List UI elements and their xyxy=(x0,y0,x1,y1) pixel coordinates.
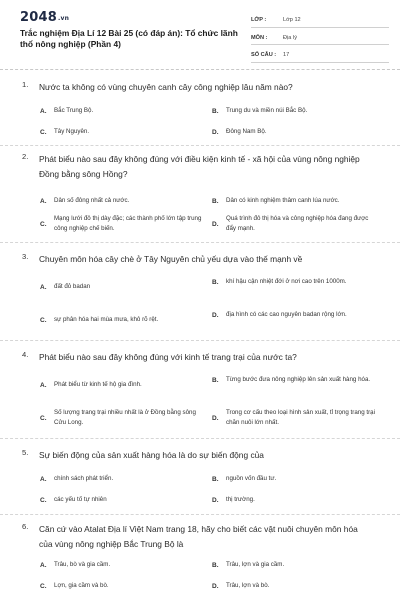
question-divider xyxy=(0,514,400,515)
question-text: Nước ta không có vùng chuyên canh cây công nghiệp lâu năm nào? xyxy=(39,82,293,92)
option-d[interactable]: D. địa hình có các cao nguyên badan rộng lớn. xyxy=(212,311,347,319)
option-c[interactable]: C. sự phân hóa hai mùa mưa, khô rõ rệt. xyxy=(40,316,159,324)
page-title: Trắc nghiệm Địa Lí 12 Bài 25 (có đáp án): Tổ chức lãnh thổ nông nghiệp (Phần 4) xyxy=(20,28,238,49)
question-divider xyxy=(0,242,400,243)
question-number: 6. xyxy=(22,522,29,531)
meta-label: MÔN : xyxy=(251,34,268,41)
question-divider xyxy=(0,145,400,146)
option-d[interactable]: D. Trong cơ cấu theo loại hình sản xuất, tỉ trọng trang trại chăn nuôi lớn nhất. xyxy=(212,409,375,426)
question-text: Chuyên môn hóa cây chè ở Tây Nguyên chủ yếu dựa vào thế mạnh về xyxy=(39,254,303,264)
option-a[interactable]: A. Bắc Trung Bộ. xyxy=(40,107,94,115)
question-number: 5. xyxy=(22,448,29,457)
option-c[interactable]: C. Mạng lưới đô thị dày đặc; các thành phố lớn tập trung công nghiệp chế biến. xyxy=(40,215,202,232)
meta-row-count xyxy=(251,49,389,63)
meta-row-class xyxy=(251,14,389,28)
option-a[interactable]: A. Dân số đông nhất cả nước. xyxy=(40,197,130,205)
question-number: 2. xyxy=(22,152,29,161)
question-divider xyxy=(0,340,400,341)
question-text: Căn cứ vào Atalat Địa lí Việt Nam trang 18, hãy cho biết các vật nuôi chuyên môn hóa của vùng nông nghiệp Bắc Trung Bộ là xyxy=(39,524,358,549)
question-text: Phát biểu nào sau đây không đúng với điều kiện kinh tế - xã hội của vùng nông nghiệp Đồng bằng sông Hồng? xyxy=(39,154,360,179)
option-d[interactable]: D. Đông Nam Bộ. xyxy=(212,128,267,136)
option-b[interactable]: B. Từng bước đưa nông nghiệp lên sản xuất hàng hóa. xyxy=(212,376,371,384)
option-a[interactable]: A. đất đỏ badan xyxy=(40,283,91,291)
question-number: 3. xyxy=(22,252,29,261)
question-number: 1. xyxy=(22,80,29,89)
option-b[interactable]: B. Trung du và miền núi Bắc Bộ. xyxy=(212,107,308,115)
question-text: Sự biến động của sản xuất hàng hóa là do sự biến động của xyxy=(39,450,264,460)
meta-value: Lớp 12 xyxy=(283,17,301,24)
option-a[interactable]: A. Trâu, bò và gia cầm. xyxy=(40,561,111,569)
question-number: 4. xyxy=(22,350,29,359)
page-header xyxy=(0,0,400,66)
option-b[interactable]: B. khí hậu cận nhiệt đới ở nơi cao trên 1000m. xyxy=(212,278,347,286)
option-c[interactable]: C. Tây Nguyên. xyxy=(40,128,90,136)
option-c[interactable]: C. Lợn, gia cầm và bò. xyxy=(40,582,109,590)
meta-row-subject xyxy=(251,32,389,46)
header-divider xyxy=(0,69,400,70)
question-text: Phát biểu nào sau đây không đúng với kinh tế trang trại của nước ta? xyxy=(39,352,297,362)
option-b[interactable]: B. Trâu, lợn và gia cầm. xyxy=(212,561,285,569)
option-c[interactable]: C. Số lượng trang trại nhiều nhất là ở Đồng bằng sông Cửu Long. xyxy=(40,409,196,426)
option-c[interactable]: C. các yếu tố tự nhiên xyxy=(40,496,107,504)
option-a[interactable]: A. Phát biểu từ kinh tế hộ gia đình. xyxy=(40,381,142,389)
option-a[interactable]: A. chính sách phát triển. xyxy=(40,475,114,483)
meta-info xyxy=(251,14,389,67)
meta-label: LỚP : xyxy=(251,17,267,24)
option-d[interactable]: D. thị trường. xyxy=(212,496,255,504)
meta-value: 17 xyxy=(283,52,290,59)
option-b[interactable]: B. Dân có kinh nghiệm thâm canh lúa nước. xyxy=(212,197,340,205)
option-d[interactable]: D. Trâu, lợn và bò. xyxy=(212,582,270,590)
option-d[interactable]: D. Quá trình đô thị hóa và công nghiệp hóa đang được đẩy mạnh. xyxy=(212,215,369,232)
meta-value: Địa lý xyxy=(283,34,297,41)
option-b[interactable]: B. nguồn vốn đầu tư. xyxy=(212,475,277,483)
question-divider xyxy=(0,438,400,439)
meta-label: SỐ CÂU : xyxy=(251,52,277,59)
site-logo[interactable]: 2048.vn xyxy=(20,10,70,25)
